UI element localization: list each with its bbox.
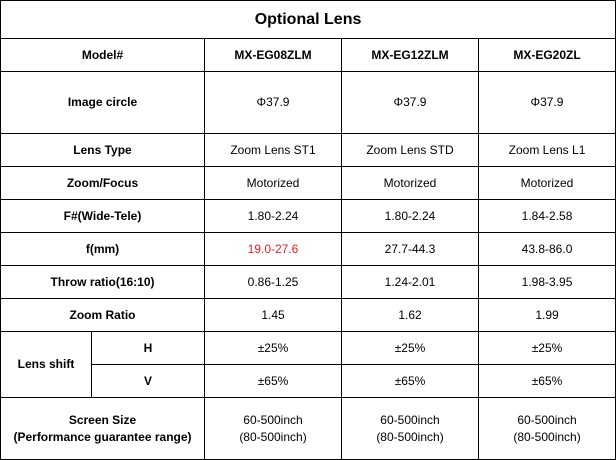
cell-screen-size-1-line1: 60-500inch — [243, 412, 303, 427]
cell-image-circle-3: Φ37.9 — [479, 72, 616, 134]
label-zoom-ratio: Zoom Ratio — [1, 299, 205, 332]
header-row — [1, 39, 616, 72]
cell-lens-type-2: Zoom Lens STD — [342, 134, 479, 167]
cell-throw-ratio-2: 1.24-2.01 — [342, 266, 479, 299]
table-title: Optional Lens — [1, 1, 616, 39]
row-lens-shift-v — [1, 365, 616, 398]
row-lens-shift-h — [1, 332, 616, 365]
cell-f-number-3: 1.84-2.58 — [479, 200, 616, 233]
cell-focal-length-2: 27.7-44.3 — [342, 233, 479, 266]
row-zoom-focus — [1, 167, 616, 200]
cell-throw-ratio-3: 1.98-3.95 — [479, 266, 616, 299]
cell-lens-shift-v-3: ±65% — [479, 365, 616, 398]
label-f-number: F#(Wide-Tele) — [1, 200, 205, 233]
cell-screen-size-3-line1: 60-500inch — [517, 412, 577, 427]
cell-image-circle-1: Φ37.9 — [205, 72, 342, 134]
label-focal-length: f(mm) — [1, 233, 205, 266]
cell-focal-length-3: 43.8-86.0 — [479, 233, 616, 266]
cell-screen-size-1-line2: (80-500inch) — [239, 429, 307, 444]
row-lens-type — [1, 134, 616, 167]
row-image-circle — [1, 72, 616, 134]
cell-zoom-focus-2: Motorized — [342, 167, 479, 200]
cell-focal-length-1: 19.0-27.6 — [205, 233, 342, 266]
row-focal-length — [1, 233, 616, 266]
label-screen-size-line2: (Performance guarantee range) — [13, 429, 192, 444]
cell-screen-size-2 — [342, 398, 479, 460]
header-mx-eg20zl: MX-EG20ZL — [479, 39, 616, 72]
cell-lens-type-1: Zoom Lens ST1 — [205, 134, 342, 167]
cell-lens-shift-v-2: ±65% — [342, 365, 479, 398]
cell-lens-type-3: Zoom Lens L1 — [479, 134, 616, 167]
cell-screen-size-3-line2: (80-500inch) — [513, 429, 581, 444]
cell-f-number-2: 1.80-2.24 — [342, 200, 479, 233]
cell-throw-ratio-1: 0.86-1.25 — [205, 266, 342, 299]
row-screen-size — [1, 398, 616, 460]
cell-image-circle-2: Φ37.9 — [342, 72, 479, 134]
cell-zoom-ratio-1: 1.45 — [205, 299, 342, 332]
label-screen-size-line1: Screen Size — [68, 412, 137, 427]
cell-screen-size-1 — [205, 398, 342, 460]
cell-lens-shift-h-2: ±25% — [342, 332, 479, 365]
cell-zoom-ratio-2: 1.62 — [342, 299, 479, 332]
cell-f-number-1: 1.80-2.24 — [205, 200, 342, 233]
label-screen-size — [1, 398, 205, 460]
cell-lens-shift-v-1: ±65% — [205, 365, 342, 398]
cell-zoom-focus-1: Motorized — [205, 167, 342, 200]
cell-lens-shift-h-1: ±25% — [205, 332, 342, 365]
label-throw-ratio: Throw ratio(16:10) — [1, 266, 205, 299]
cell-screen-size-2-line2: (80-500inch) — [376, 429, 444, 444]
label-lens-shift: Lens shift — [1, 332, 92, 398]
label-image-circle: Image circle — [1, 72, 205, 134]
cell-zoom-focus-3: Motorized — [479, 167, 616, 200]
row-throw-ratio — [1, 266, 616, 299]
cell-screen-size-3 — [479, 398, 616, 460]
row-zoom-ratio — [1, 299, 616, 332]
label-lens-shift-h: H — [92, 332, 205, 365]
header-model: Model# — [1, 39, 205, 72]
header-mx-eg08zlm: MX-EG08ZLM — [205, 39, 342, 72]
header-mx-eg12zlm: MX-EG12ZLM — [342, 39, 479, 72]
cell-lens-shift-h-3: ±25% — [479, 332, 616, 365]
label-lens-shift-v: V — [92, 365, 205, 398]
label-zoom-focus: Zoom/Focus — [1, 167, 205, 200]
row-f-number — [1, 200, 616, 233]
cell-screen-size-2-line1: 60-500inch — [380, 412, 440, 427]
title-row — [1, 1, 616, 39]
cell-zoom-ratio-3: 1.99 — [479, 299, 616, 332]
label-lens-type: Lens Type — [1, 134, 205, 167]
